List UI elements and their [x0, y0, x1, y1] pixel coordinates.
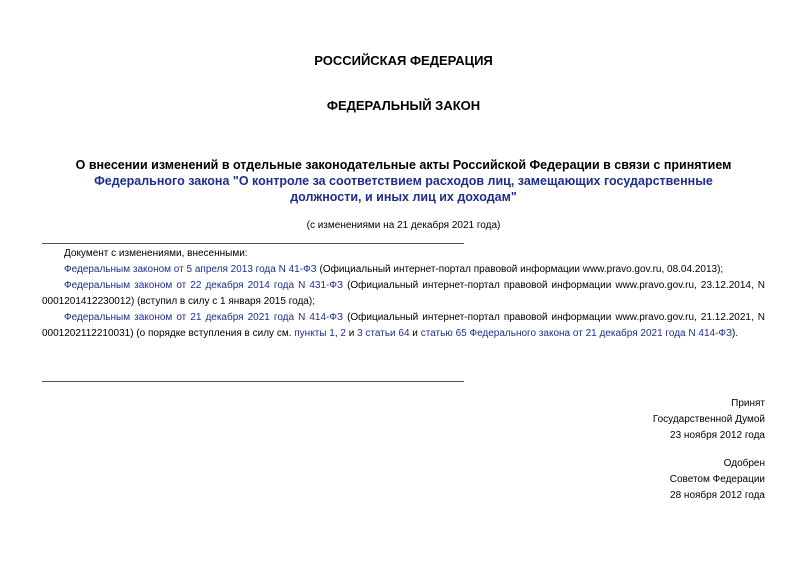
adopted-block — [653, 396, 765, 444]
change-link-3[interactable]: Федеральным законом от 21 декабря 2021 года N 414-ФЗ — [64, 312, 344, 323]
top-divider — [42, 243, 464, 244]
doc-type-heading: ФЕДЕРАЛЬНЫЙ ЗАКОН — [326, 98, 481, 113]
approved-block — [670, 456, 765, 504]
changes-block — [42, 246, 765, 342]
change-link-1[interactable]: Федеральным законом от 5 апреля 2013 года N 41-ФЗ — [64, 264, 317, 275]
adopted-label: Принят — [731, 398, 765, 409]
adopted-by: Государственной Думой — [652, 414, 765, 425]
change-item-2 — [42, 278, 765, 310]
country-heading: РОССИЙСКАЯ ФЕДЕРАЦИЯ — [314, 53, 493, 68]
change-text-1: (Официальный интернет-портал правовой информации www.pravo.gov.ru, 08.04.2013); — [316, 264, 724, 275]
change-link-2[interactable]: Федеральным законом от 22 декабря 2014 года N 431-ФЗ — [64, 280, 344, 291]
change-text-2: (Официальный интернет-портал правовой информации www.pravo.gov.ru, 23.12.2014, N 0001201412230012) (вступил в силу с 1 января 2015 года); — [42, 280, 765, 307]
ref-sep-1: , — [334, 328, 341, 339]
bottom-divider — [42, 381, 464, 382]
changes-intro: Документ с изменениями, внесенными: — [64, 248, 248, 259]
ref-link-p3[interactable]: 3 статьи 64 — [357, 328, 410, 339]
ref-link-p4[interactable]: статью 65 Федерального закона от 21 декабря 2021 года N 414-ФЗ — [420, 328, 733, 339]
ref-sep-2: и — [345, 328, 358, 339]
change-item-3 — [42, 310, 765, 342]
edition-note: (с изменениями на 21 декабря 2021 года) — [306, 220, 501, 231]
ref-link-p1[interactable]: пункты 1 — [294, 328, 335, 339]
title-link-line-2[interactable]: должности, и иных лиц их доходам" — [290, 190, 517, 204]
ref-link-p2[interactable]: 2 — [340, 328, 346, 339]
change-text-3: (Официальный интернет-портал правовой информации www.pravo.gov.ru, 21.12.2021, N 0001202112210031) (о порядке вступления в силу см. — [42, 312, 765, 339]
document-title — [0, 157, 807, 205]
title-link-line-1[interactable]: Федерального закона "О контроле за соответствием расходов лиц, замещающих государственные — [94, 174, 713, 188]
change-item-1 — [42, 262, 765, 278]
adopted-date: 23 ноября 2012 года — [670, 430, 765, 441]
approved-by: Советом Федерации — [669, 474, 765, 485]
ref-tail: ). — [732, 328, 739, 339]
approved-label: Одобрен — [723, 458, 765, 469]
ref-sep-3: и — [409, 328, 421, 339]
approved-date: 28 ноября 2012 года — [670, 490, 765, 501]
title-text: О внесении изменений в отдельные законодательные акты Российской Федерации в связи с принятием — [75, 158, 732, 172]
